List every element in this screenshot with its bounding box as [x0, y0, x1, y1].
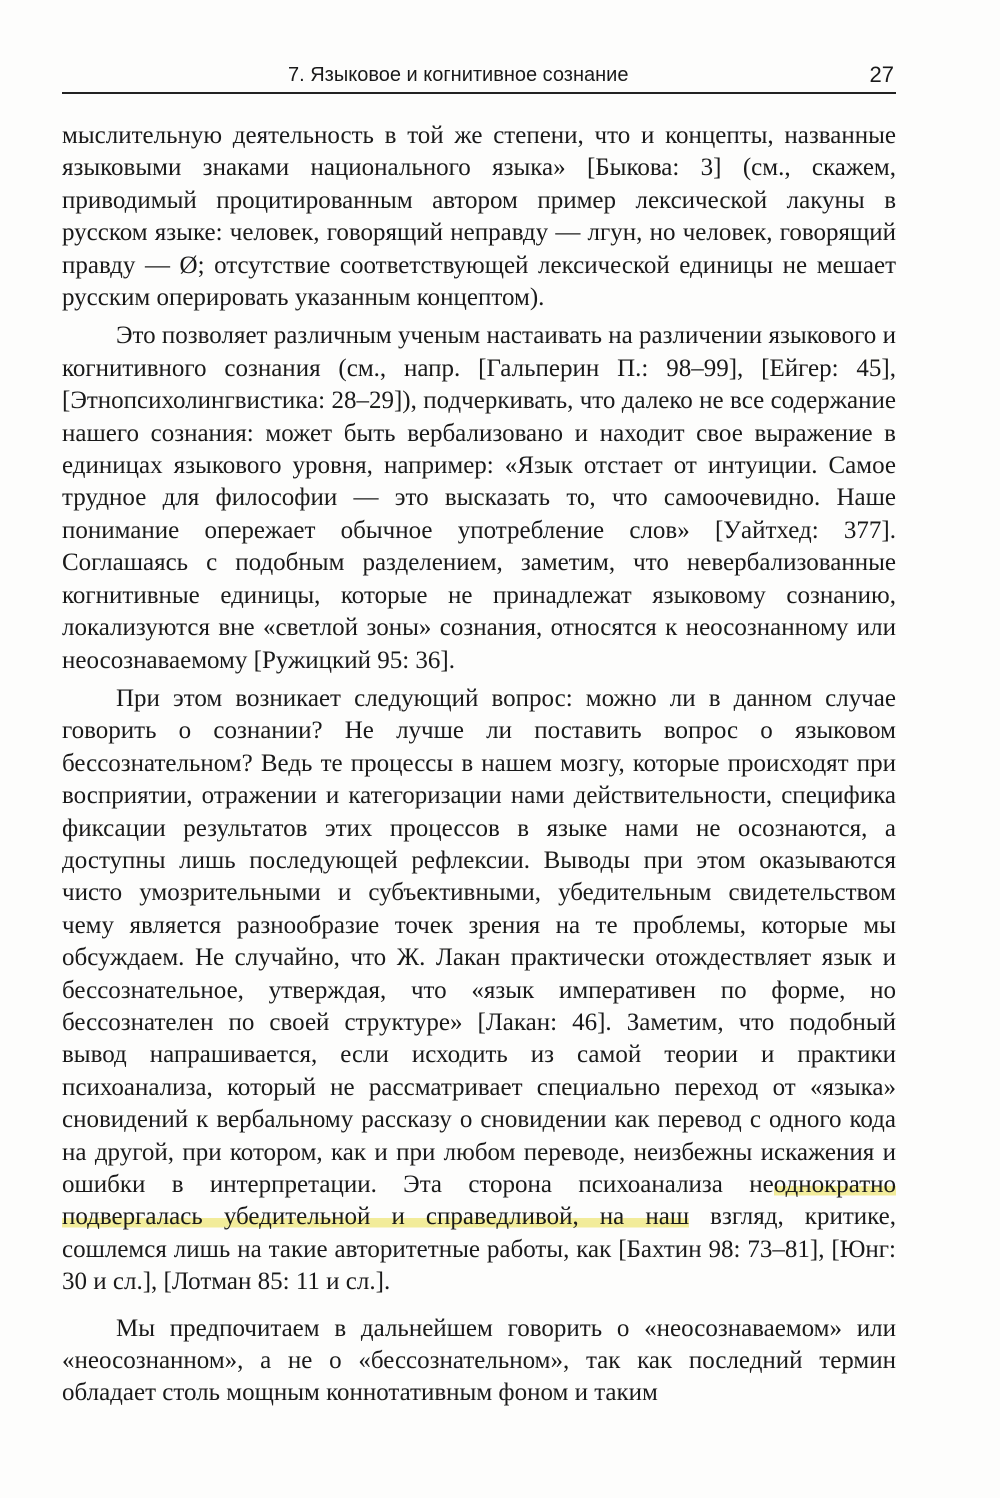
- paragraph-4: Мы предпочитаем в дальнейшем говорить о «неосознаваемом» или «неосознанном», а не о «бессознательном», так как последний термин обладает столь мощным коннотативным фоном и таким: [62, 1314, 896, 1407]
- paragraph-continued: мыслительную деятельность в той же степени, что и концепты, названные языковыми знаками национального языка» [Быкова: 3] (см., скажем, приводимый процитированным автором пример лексической лакуны в русском языке: человек, говорящий неправду — лгун, но человек, говорящий правду — Ø; отсутствие соответствующей лексической единицы не мешает русским оперировать указанным концептом).: [62, 122, 896, 312]
- page-number: 27: [869, 62, 894, 87]
- paragraph-3: [62, 683, 896, 1299]
- paragraph-2: Это позволяет различным ученым настаивать на различении языкового и когнитивного сознания (см., напр. [Гальперин П.: 98–99], [Ейгер: 45], [Этнопсихолингвистика: 28–29]), подчеркивать, что далеко не все содержание нашего сознания: может быть вербализовано и находит свое выражение в единицах языкового уровня, например: «Язык отстает от интуиции. Самое трудное для философии — это высказать то, что самоочевидно. Наше понимание опережает обычное употребление слов» [Уайтхед: 377]. Соглашаясь с подобным разделением, заметим, что невербализованные когнитивные единицы, которые не принадлежат языковому сознанию, локализуются вне «светлой зоны» сознания, относятся к неосознанному или неосознаваемому [Ружицкий 95: 36].: [62, 322, 896, 674]
- paragraph-3-text-end: взгляд, критике, сошлемся лишь на такие авторитетные работы, как [Бахтин 98: 73–81], [Юнг: 30 и сл.], [Лотман 85: 11 и сл.].: [62, 1203, 897, 1296]
- highlighted-phrase: однократно подвергалась убедительной и справедливой, на наш: [62, 1171, 896, 1231]
- running-header: [62, 58, 896, 94]
- body-text: [62, 120, 896, 1410]
- paragraph-3-text-start: При этом возникает следующий вопрос: можно ли в данном случае говорить о сознании? Не лучше ли поставить вопрос о языковом бессознательном? Ведь те процессы в нашем мозгу, которые происходят при восприятии, отражении и категоризации нами действительности, специфика фиксации результатов этих процессов в языке нами не осознаются, а доступны лишь последующей рефлексии. Выводы при этом оказываются чисто умозрительными и субъективными, убедительным свидетельством чему является разнообразие точек зрения на те проблемы, которые мы обсуждаем. Не случайно, что Ж. Лакан практически отождествляет язык и бессознательное, утверждая, что «язык императивен по форме, но бессознателен по своей структуре» [Лакан: 46]. Заметим, что подобный вывод напрашивается, если исходить из самой теории и практики психоанализа, который не рассматривает специально переход от «языка» сновидений к вербальному рассказу о сновидении как перевод с одного кода на другой, при котором, как и при любом переводе, неизбежны искажения и ошибки в интерпретации. Эта сторона психоанализа не: [62, 684, 896, 1198]
- chapter-title: 7. Языковое и когнитивное сознание: [288, 64, 629, 86]
